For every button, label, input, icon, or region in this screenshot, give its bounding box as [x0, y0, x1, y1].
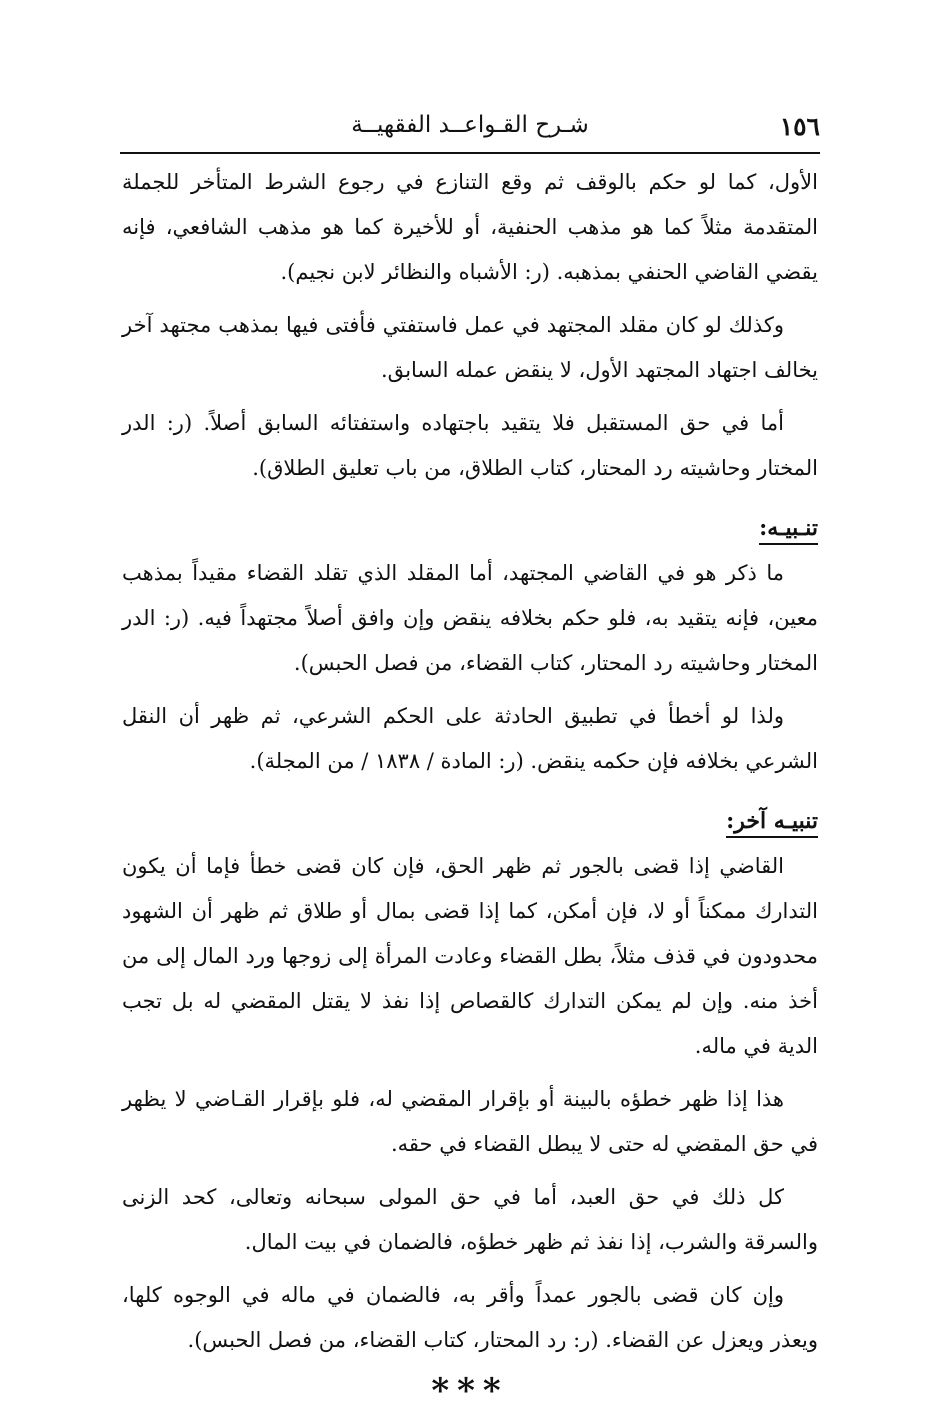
- page-number: ١٥٦: [779, 112, 820, 141]
- section-heading: تنبيـه آخر:: [726, 806, 818, 838]
- paragraph: هذا إذا ظهر خطؤه بالبينة أو بإقرار المقضي له، فلو بإقرار القـاضي لا يظهر في حق المقضي له حتى لا يبطل القضاء في حقه.: [122, 1087, 818, 1156]
- paragraph: أما في حق المستقبل فلا يتقيد باجتهاده واستفتائه السابق أصلاً. (ر: الدر المختار وحاشيته رد المحتار، كتاب الطلاق، من باب تعليق الطلاق).: [122, 411, 818, 480]
- page-body: [122, 160, 818, 1411]
- section-end-stars: ***: [431, 1371, 509, 1411]
- running-title: شـرح القـواعــد الفقهيــة: [351, 112, 589, 138]
- paragraph: كل ذلك في حق العبد، أما في حق المولى سبحانه وتعالى، كحد الزنى والسرقة والشرب، إذا نفذ ثم ظهر خطؤه، فالضمان في بيت المال.: [122, 1185, 818, 1254]
- paragraph: وإن كان قضى بالجور عمداً وأقر به، فالضمان في ماله في الوجوه كلها، ويعذر ويعزل عن القضاء. (ر: رد المحتار، كتاب القضاء، من فصل الحبس).: [122, 1283, 818, 1352]
- paragraph: القاضي إذا قضى بالجور ثم ظهر الحق، فإن كان قضى خطأ فإما أن يكون التدارك ممكناً أو لا، فإن أمكن، كما إذا قضى بمال أو طلاق ثم ظهر أن الشهود محدودون في قذف مثلاً، بطل القضاء وعادت المرأة إلى زوجها ورد المال إلى من أخذ منه. وإن لم يمكن التدارك كالقصاص إذا نفذ لا يقتل المقضي له بل تجب الدية في ماله.: [122, 854, 818, 1058]
- page-header: [120, 108, 820, 148]
- paragraph: وكذلك لو كان مقلد المجتهد في عمل فاستفتي فأفتى فيها بمذهب مجتهد آخر يخالف اجتهاد المجتهد الأول، لا ينقض عمله السابق.: [122, 313, 818, 382]
- paragraph: الأول، كما لو حكم بالوقف ثم وقع التنازع في رجوع الشرط المتأخر للجملة المتقدمة مثلاً كما هو مذهب الحنفية، أو للأخيرة كما هو مذهب الشافعي، فإنه يقضي القاضي الحنفي بمذهبه. (ر: الأشباه والنظائر لابن نجيم).: [122, 170, 818, 284]
- paragraph: ما ذكر هو في القاضي المجتهد، أما المقلد الذي تقلد القضاء مقيداً بمذهب معين، فإنه يتقيد به، فلو حكم بخلافه ينقض وإن وافق أصلاً مجتهداً فيه. (ر: الدر المختار وحاشيته رد المحتار، كتاب القضاء، من فصل الحبس).: [122, 561, 818, 675]
- section-heading: تنـبيـه:: [759, 513, 818, 545]
- header-rule: [120, 152, 820, 154]
- paragraph: ولذا لو أخطأ في تطبيق الحادثة على الحكم الشرعي، ثم ظهر أن النقل الشرعي بخلافه فإن حكمه ينقض. (ر: المادة / ١٨٣٨ / من المجلة).: [122, 704, 818, 773]
